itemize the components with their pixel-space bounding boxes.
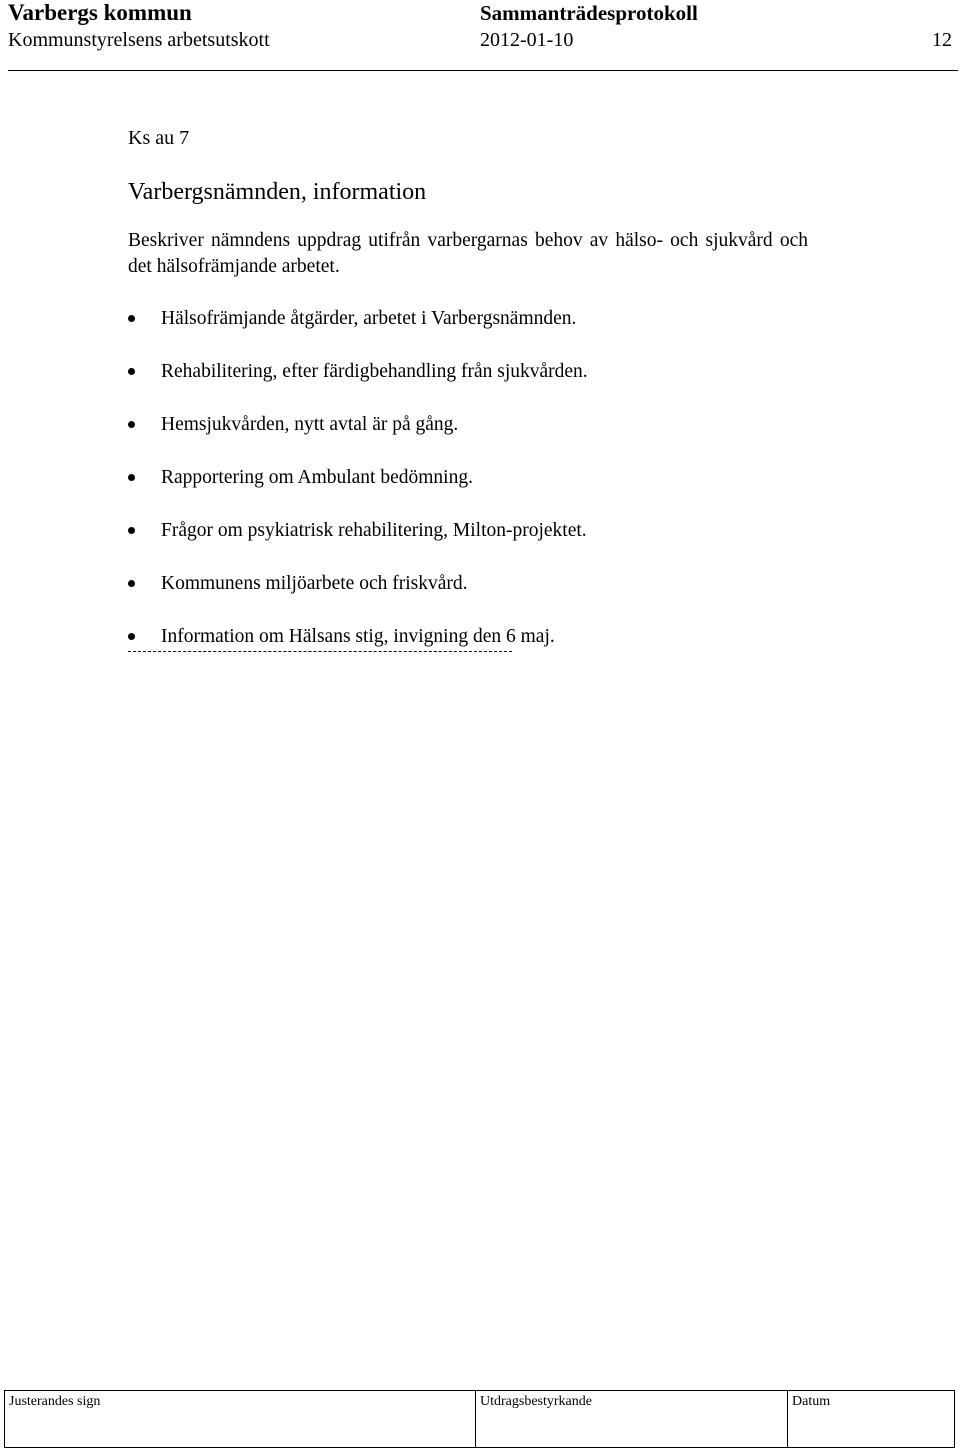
meeting-date: 2012-01-10 <box>480 29 574 51</box>
section-title: Varbergsnämnden, information <box>128 179 427 205</box>
page-number: 12 <box>932 29 952 51</box>
date-field <box>788 1391 955 1448</box>
extract-label: Utdragsbestyrkande <box>480 1394 592 1409</box>
signers-label: Justerandes sign <box>9 1394 101 1409</box>
bullet-icon <box>128 368 135 375</box>
list-item-text: Hälsofrämjande åtgärder, arbetet i Varbergsnämnden. <box>161 308 577 329</box>
committee-name: Kommunstyrelsens arbetsutskott <box>8 29 270 51</box>
bullet-icon <box>128 315 135 322</box>
list-item-text: Rapportering om Ambulant bedömning. <box>161 467 473 488</box>
section-description: Beskriver nämndens uppdrag utifrån varbergarnas behov av hälso- och sjukvård och det hälsofrämjande arbetet. <box>128 230 808 277</box>
bullet-icon <box>128 580 135 587</box>
bullet-icon <box>128 474 135 481</box>
list-item-text: Rehabilitering, efter färdigbehandling från sjukvården. <box>161 361 588 382</box>
list-item-text: Information om Hälsans stig, invigning den 6 maj. <box>161 626 555 647</box>
organization-name: Varbergs kommun <box>8 0 192 25</box>
document-type: Sammanträdesprotokoll <box>480 1 698 25</box>
signature-table <box>4 1390 955 1448</box>
bullet-icon <box>128 633 135 640</box>
date-label: Datum <box>792 1394 831 1409</box>
signers-field <box>5 1391 476 1448</box>
bullet-icon <box>128 421 135 428</box>
extract-certification-field <box>476 1391 788 1448</box>
list-item-text: Hemsjukvården, nytt avtal är på gång. <box>161 414 459 435</box>
header-divider <box>8 70 958 71</box>
list-item-text: Kommunens miljöarbete och friskvård. <box>161 573 468 594</box>
section-end-divider <box>128 651 512 652</box>
paragraph-reference: Ks au 7 <box>128 127 190 149</box>
list-item-text: Frågor om psykiatrisk rehabilitering, Milton-projektet. <box>161 520 587 541</box>
bullet-icon <box>128 527 135 534</box>
